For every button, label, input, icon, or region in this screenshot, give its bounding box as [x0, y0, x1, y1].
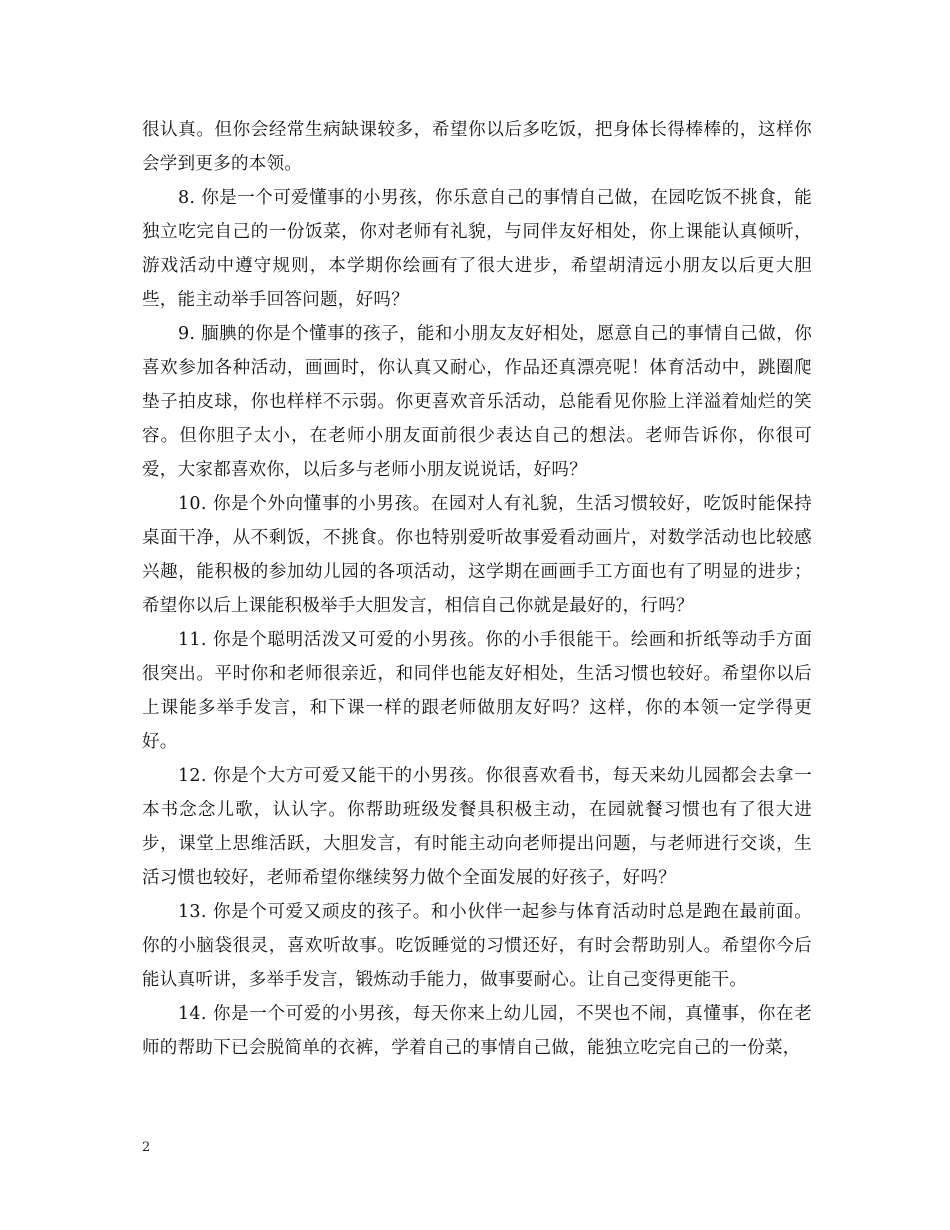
paragraph-item-10: 10. 你是个外向懂事的小男孩。在园对人有礼貌，生活习惯较好，吃饭时能保持桌面干净，从不剩饭，不挑食。你也特别爱听故事爱看动画片，对数学活动也比较感兴趣，能积极的参加幼儿园的各项活动，这学期在画画手工方面也有了明显的进步；希望你以后上课能积极举手大胆发言，相信自己你就是最好的，行吗？ [142, 494, 812, 616]
paragraph-item-14: 14. 你是一个可爱的小男孩，每天你来上幼儿园，不哭也不闹，真懂事，你在老师的帮助下已会脱简单的衣裤，学着自己的事情自己做，能独立吃完自己的一份菜， [142, 1004, 812, 1058]
paragraph-item-13: 13. 你是个可爱又顽皮的孩子。和小伙伴一起参与体育活动时总是跑在最前面。你的小脑袋很灵，喜欢听故事。吃饭睡觉的习惯还好，有时会帮助别人。希望你今后能认真听讲，多举手发言，锻炼动手能力，做事要耐心。让自己变得更能干。 [142, 902, 812, 990]
document-body [142, 113, 812, 1065]
paragraph-item-11: 11. 你是个聪明活泼又可爱的小男孩。你的小手很能干。绘画和折纸等动手方面很突出。平时你和老师很亲近，和同伴也能友好相处，生活习惯也较好。希望你以后上课能多举手发言，和下课一样的跟老师做朋友好吗？这样，你的本领一定学得更好。 [142, 630, 812, 752]
paragraph-item-12: 12. 你是个大方可爱又能干的小男孩。你很喜欢看书，每天来幼儿园都会去拿一本书念念儿歌，认认字。你帮助班级发餐具积极主动，在园就餐习惯也有了很大进步，课堂上思维活跃，大胆发言，有时能主动向老师提出问题，与老师进行交谈，生活习惯也较好，老师希望你继续努力做个全面发展的好孩子，好吗？ [142, 766, 812, 888]
page-number: 2 [142, 1140, 151, 1155]
paragraph-continuation: 很认真。但你会经常生病缺课较多，希望你以后多吃饭，把身体长得棒棒的，这样你会学到更多的本领。 [142, 120, 812, 174]
paragraph-item-8: 8. 你是一个可爱懂事的小男孩，你乐意自己的事情自己做，在园吃饭不挑食，能独立吃完自己的一份饭菜，你对老师有礼貌，与同伴友好相处，你上课能认真倾听，游戏活动中遵守规则，本学期你绘画有了很大进步，希望胡清远小朋友以后更大胆些，能主动举手回答问题，好吗？ [142, 188, 812, 310]
paragraph-item-9: 9. 腼腆的你是个懂事的孩子，能和小朋友友好相处，愿意自己的事情自己做，你喜欢参加各种活动，画画时，你认真又耐心，作品还真漂亮呢！体育活动中，跳圈爬垫子拍皮球，你也样样不示弱。你更喜欢音乐活动，总能看见你脸上洋溢着灿烂的笑容。但你胆子太小，在老师小朋友面前很少表达自己的想法。老师告诉你，你很可爱，大家都喜欢你，以后多与老师小朋友说说话，好吗？ [142, 324, 812, 480]
